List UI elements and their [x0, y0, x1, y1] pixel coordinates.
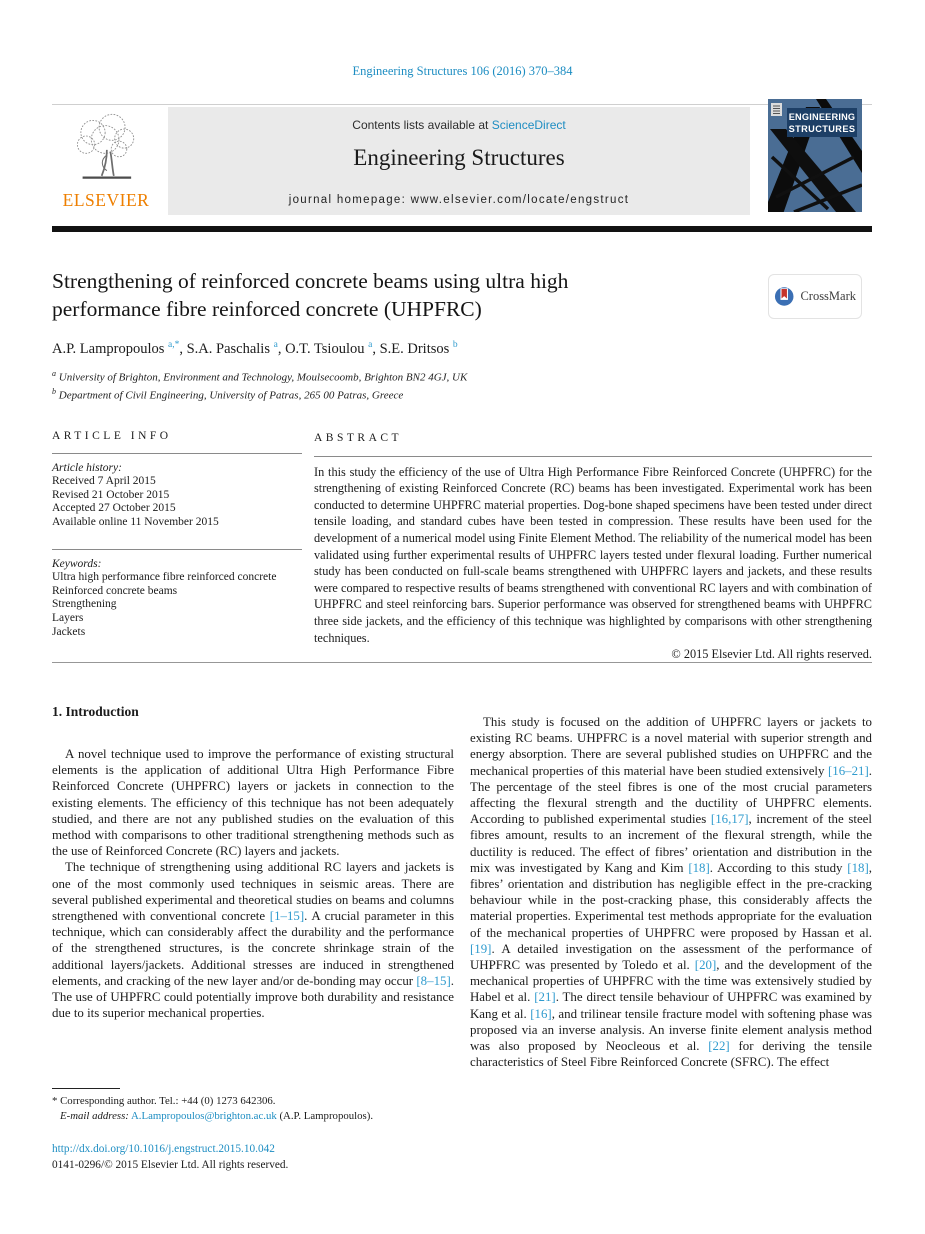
- paragraph: [52, 859, 454, 1021]
- text-segment: . According to this study: [709, 860, 848, 875]
- body-column-right: [470, 714, 872, 1070]
- author-separator: ,: [179, 340, 187, 357]
- keywords-label: Keywords:: [52, 557, 102, 570]
- keyword: Ultra high performance fibre reinforced concrete: [52, 571, 277, 584]
- text-segment: , increment of the steel fibres amount, results to an increment of the flexural strength, while the ductility is reduced. The effect of fibres’ orientation and distribution in the mix was investigated by Kang and Kim: [470, 812, 872, 875]
- author[interactable]: [52, 341, 179, 357]
- reference-link[interactable]: [1–15]: [269, 909, 305, 924]
- text-segment: . The use of UHPFRC could potentially improve both durability and resistance due to its superior mechanical properties.: [52, 973, 454, 1021]
- copyright-line: © 2015 Elsevier Ltd. All rights reserved.: [671, 647, 872, 662]
- history-item: Received 7 April 2015: [52, 475, 156, 488]
- text-segment: . A crucial parameter in this technique, which can considerably affect the durability and the performance of the strengthened structures, is the concrete shrinkage strain of the additional layers/jackets. Additional stresses are induced in strengthened elements, and cracking of the new layer and/or de-bonding may occur: [52, 909, 454, 988]
- paper-title: Strengthening of reinforced concrete beams using ultra high performance fibre reinforced concrete (UHPFRC): [52, 269, 569, 321]
- text-segment: The technique of strengthening using additional RC layers and jackets is one of the most commonly used techniques in seismic areas. There are several published experimental and theoretical studies on beams and columns strengthened with conventional concrete: [52, 860, 454, 924]
- crossmark-badge[interactable]: [768, 274, 862, 319]
- cover-publisher-mark: [771, 103, 782, 116]
- text-segment: . The direct tensile behaviour of UHPFRC was examined by Kang et al.: [470, 990, 873, 1021]
- affiliations: [52, 367, 832, 403]
- journal-banner: [168, 107, 750, 215]
- header-divider-bar: [52, 226, 872, 232]
- author-affiliation-sup[interactable]: a: [273, 340, 278, 350]
- text-segment: , and the development of the mechanical properties of UHPFRC with the time was extensively studied by Habel et al.: [470, 958, 873, 1005]
- article-info-heading: ARTICLE INFO: [52, 430, 172, 442]
- affiliation-line: [52, 367, 832, 385]
- crossmark-icon: [774, 283, 794, 310]
- reference-link[interactable]: [18]: [847, 860, 869, 875]
- footnote-rule: [52, 1088, 120, 1089]
- reference-link[interactable]: [20]: [694, 958, 717, 973]
- section-heading-introduction: 1. Introduction: [52, 704, 139, 719]
- author-name: O.T. Tsioulou: [285, 340, 365, 357]
- text-segment: . A detailed investigation on the assessment of the performance of UHPFRC was presented by Toledo et al.: [470, 941, 872, 973]
- footnote-text: Corresponding author. Tel.: +44 (0) 1273 642306.: [57, 1095, 276, 1107]
- journal-citation-link[interactable]: Engineering Structures 106 (2016) 370–384: [352, 64, 573, 78]
- author[interactable]: [285, 341, 372, 357]
- reference-link[interactable]: [21]: [534, 990, 556, 1005]
- footnote-block: [52, 1088, 454, 1124]
- keyword: Layers: [52, 611, 84, 624]
- reference-link[interactable]: [8–15]: [416, 973, 451, 988]
- section-divider: [52, 662, 872, 663]
- journal-homepage-link[interactable]: journal homepage: www.elsevier.com/locate/engstruct: [288, 194, 630, 206]
- corresponding-author-note: [52, 1094, 454, 1109]
- journal-title: Engineering Structures: [353, 145, 565, 170]
- reference-link[interactable]: [16]: [530, 1006, 552, 1021]
- email-link[interactable]: A.Lampropoulos@brighton.ac.uk: [130, 1109, 277, 1122]
- journal-cover-image: [768, 99, 862, 212]
- issn-copyright-line: 0141-0296/© 2015 Elsevier Ltd. All rights reserved.: [52, 1158, 289, 1171]
- affiliation-sup: a: [52, 369, 56, 378]
- text-segment: This study is focused on the addition of UHPFRC layers or jackets to existing RC beams. UHPFRC is a novel material with superior strength and energy absorption. There are several published studies on UHPFRC and the mechanical properties of this material have been studied extensively: [470, 715, 872, 778]
- text-segment: . The percentage of the steel fibres is one of the most crucial parameters affecting the flexural strength and the ductility of UHPFRC elements. According to published experimental studies: [470, 763, 872, 827]
- affiliation-line: [52, 385, 832, 403]
- abstract-column: [314, 430, 872, 663]
- author-name: S.A. Paschalis: [186, 340, 270, 357]
- meta-block: [52, 430, 872, 663]
- divider: [52, 453, 302, 454]
- cover-artwork: [768, 99, 862, 212]
- history-item: Accepted 27 October 2015: [52, 502, 176, 515]
- affiliation-sup: b: [52, 387, 56, 397]
- author-separator: ,: [277, 340, 286, 357]
- affiliation-text: Department of Civil Engineering, University of Patras, 265 00 Patras, Greece: [58, 389, 404, 402]
- email-suffix: (A.P. Lampropoulos).: [276, 1109, 374, 1122]
- elsevier-tree-icon: [67, 109, 145, 189]
- author[interactable]: [187, 341, 278, 357]
- reference-link[interactable]: [19]: [470, 941, 492, 956]
- elsevier-logo[interactable]: [52, 109, 160, 215]
- contents-lists-line: [168, 118, 750, 132]
- email-line: [52, 1109, 454, 1124]
- text-segment: , fibres’ orientation and distribution has negligible effect in the pre-cracking behaviour while in the post-cracking phase, this considerably affects the material properties. Experimental test methods appropriate for the evaluation of the mechanical properties of UHPFRC were proposed by Hassan et al.: [470, 860, 872, 940]
- author-affiliation-sup[interactable]: a: [368, 340, 373, 350]
- author[interactable]: [380, 341, 458, 357]
- text-segment: for deriving the tensile characteristics of Steel Fibre Reinforced Concrete (SFRC). The effect: [470, 1039, 873, 1070]
- author-list: [52, 340, 812, 358]
- affiliation-text: University of Brighton, Environment and Technology, Moulsecoomb, Brighton BN2 4GJ, UK: [58, 371, 468, 384]
- paragraph: [52, 746, 454, 859]
- body-column-left: [52, 746, 454, 1021]
- paragraph: [470, 714, 872, 1070]
- email-label: E-mail address:: [60, 1109, 129, 1122]
- abstract-text: In this study the efficiency of the use of Ultra High Performance Fibre Reinforced Concrete (UHPFRC) for the strengthening of existing Reinforced Concrete (RC) beams has been investigated. Experimental work has been conducted to determine UHPFRC material properties. Dog-bone shaped specimens have been tested under direct tensile loading, and standard cubes have been tested in compression. These results have been used for the development of a numerical model using Finite Element Method. The reliability of the numerical model has been validated using further experimental results of UHPFRC layers tested under flexural loading. Further numerical study has been conducted on full-scale beams strengthened with UHPFRC layers and jackets, and these results were compared to respective results of beams strengthened with conventional RC layers and with combination of UHPFRC and steel reinforcing bars. Superior performance was observed for strengthened beams with UHPFRC three side jackets, and the efficiency of this technique was highlighted by comparisons with other strengthening techniques.: [314, 464, 872, 645]
- cover-title-line1: ENGINEERING: [788, 112, 856, 122]
- history-item: Revised 21 October 2015: [52, 488, 170, 501]
- text-segment: A novel technique used to improve the performance of existing structural elements is the application of additional Ultra High Performance Fibre Reinforced Concrete (UHPFRC) layers or jackets in connection to the existing elements. The efficiency of this technique has not been adequately studied, and there are not any published studies on the evaluation of this method with comparisons to other traditional strengthening methods such as the use of Reinforced Concrete (RC) layers and jackets.: [52, 747, 454, 859]
- reference-link[interactable]: [16,17]: [710, 812, 749, 827]
- article-info-column: [52, 430, 302, 663]
- divider: [52, 549, 302, 550]
- reference-link[interactable]: [18]: [688, 860, 710, 875]
- history-item: Available online 11 November 2015: [52, 515, 219, 528]
- keyword: Strengthening: [52, 598, 117, 611]
- abstract-heading: ABSTRACT: [314, 432, 403, 444]
- sciencedirect-link[interactable]: ScienceDirect: [491, 118, 566, 132]
- doi-block: [52, 1142, 288, 1173]
- journal-header: [52, 104, 872, 216]
- footnote-marker: *: [52, 1095, 58, 1107]
- author-affiliation-sup[interactable]: b: [452, 340, 458, 350]
- author-name: S.E. Dritsos: [379, 340, 450, 357]
- keyword: Reinforced concrete beams: [52, 584, 178, 597]
- keyword: Jackets: [52, 625, 86, 638]
- cover-title-line2: STRUCTURES: [788, 124, 856, 134]
- author-affiliation-sup[interactable]: a,*: [168, 340, 180, 350]
- elsevier-wordmark: ELSEVIER: [62, 190, 150, 210]
- contents-lists-text: Contents lists available at: [352, 118, 492, 132]
- crossmark-label: CrossMark: [800, 289, 856, 303]
- author-name: A.P. Lampropoulos: [52, 340, 165, 357]
- text-segment: , and trilinear tensile fracture model with softening phase was proposed via an inverse analysis. An inverse finite element analysis method was also proposed by Neocleous et al.: [470, 1006, 872, 1054]
- article-history-label: Article history:: [52, 461, 122, 474]
- divider: [314, 456, 872, 457]
- reference-link[interactable]: [16–21]: [827, 763, 869, 778]
- doi-link[interactable]: http://dx.doi.org/10.1016/j.engstruct.2015.10.042: [52, 1143, 275, 1155]
- author-separator: ,: [372, 340, 380, 357]
- reference-link[interactable]: [22]: [708, 1039, 730, 1054]
